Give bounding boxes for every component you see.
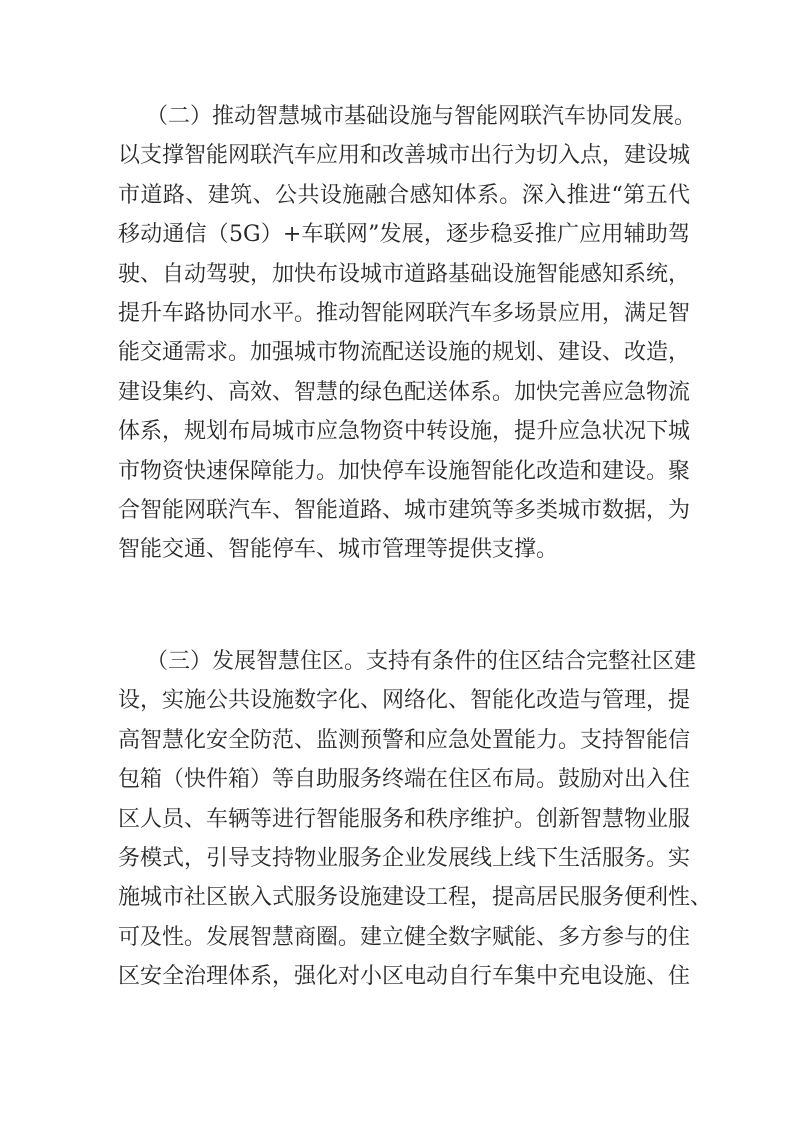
paragraph-1-line: 建设集约、高效、智慧的绿色配送体系。加快完善应急物流: [118, 379, 691, 405]
paragraph-1-line: 市物资快速保障能力。加快停车设施智能化改造和建设。聚: [118, 458, 691, 484]
paragraph-2-line: （三）发展智慧住区。支持有条件的住区结合完整社区建: [146, 649, 697, 674]
paragraph-1-line: 体系，规划布局城市应急物资中转设施，提升应急状况下城: [118, 419, 691, 445]
paragraph-2-line: 包箱（快件箱）等自助服务终端在住区布局。鼓励对出入住: [118, 767, 691, 793]
paragraph-1-line: （二）推动智慧城市基础设施与智能网联汽车协同发展。: [146, 104, 697, 129]
paragraph-1-line: 提升车路协同水平。推动智能网联汽车多场景应用，满足智: [118, 301, 691, 326]
paragraph-1-line: 智能交通、智能停车、城市管理等提供支撑。: [118, 537, 559, 563]
paragraph-1-line: 能交通需求。加强城市物流配送设施的规划、建设、改造，: [118, 340, 691, 366]
paragraph-2-line: 务模式，引导支持物业服务企业发展线上线下生活服务。实: [118, 846, 691, 871]
paragraph-1-line: 以支撑智能网联汽车应用和改善城市出行为切入点，建设城: [118, 143, 691, 169]
paragraph-1-line: 市道路、建筑、公共设施融合感知体系。深入推进“第五代: [118, 182, 690, 208]
paragraph-2-line: 区安全治理体系，强化对小区电动自行车集中充电设施、住: [118, 964, 691, 990]
paragraph-1-line: 驶、自动驾驶，加快布设城市道路基础设施智能感知系统，: [118, 261, 691, 287]
paragraph-1-line: 移动通信（5G）+车联网”发展，逐步稳妥推广应用辅助驾: [118, 222, 690, 248]
paragraph-2-line: 设，实施公共设施数字化、网络化、智能化改造与管理，提: [118, 688, 691, 714]
paragraph-2-line: 可及性。发展智慧商圈。建立健全数字赋能、多方参与的住: [118, 924, 691, 950]
paragraph-2-line: 高智慧化安全防范、监测预警和应急处置能力。支持智能信: [118, 727, 691, 753]
paragraph-2-line: 施城市社区嵌入式服务设施建设工程，提高居民服务便利性、: [118, 885, 713, 911]
paragraph-2-line: 区人员、车辆等进行智能服务和秩序维护。创新智慧物业服: [118, 806, 691, 832]
paragraph-1-line: 合智能网联汽车、智能道路、城市建筑等多类城市数据，为: [118, 498, 691, 523]
